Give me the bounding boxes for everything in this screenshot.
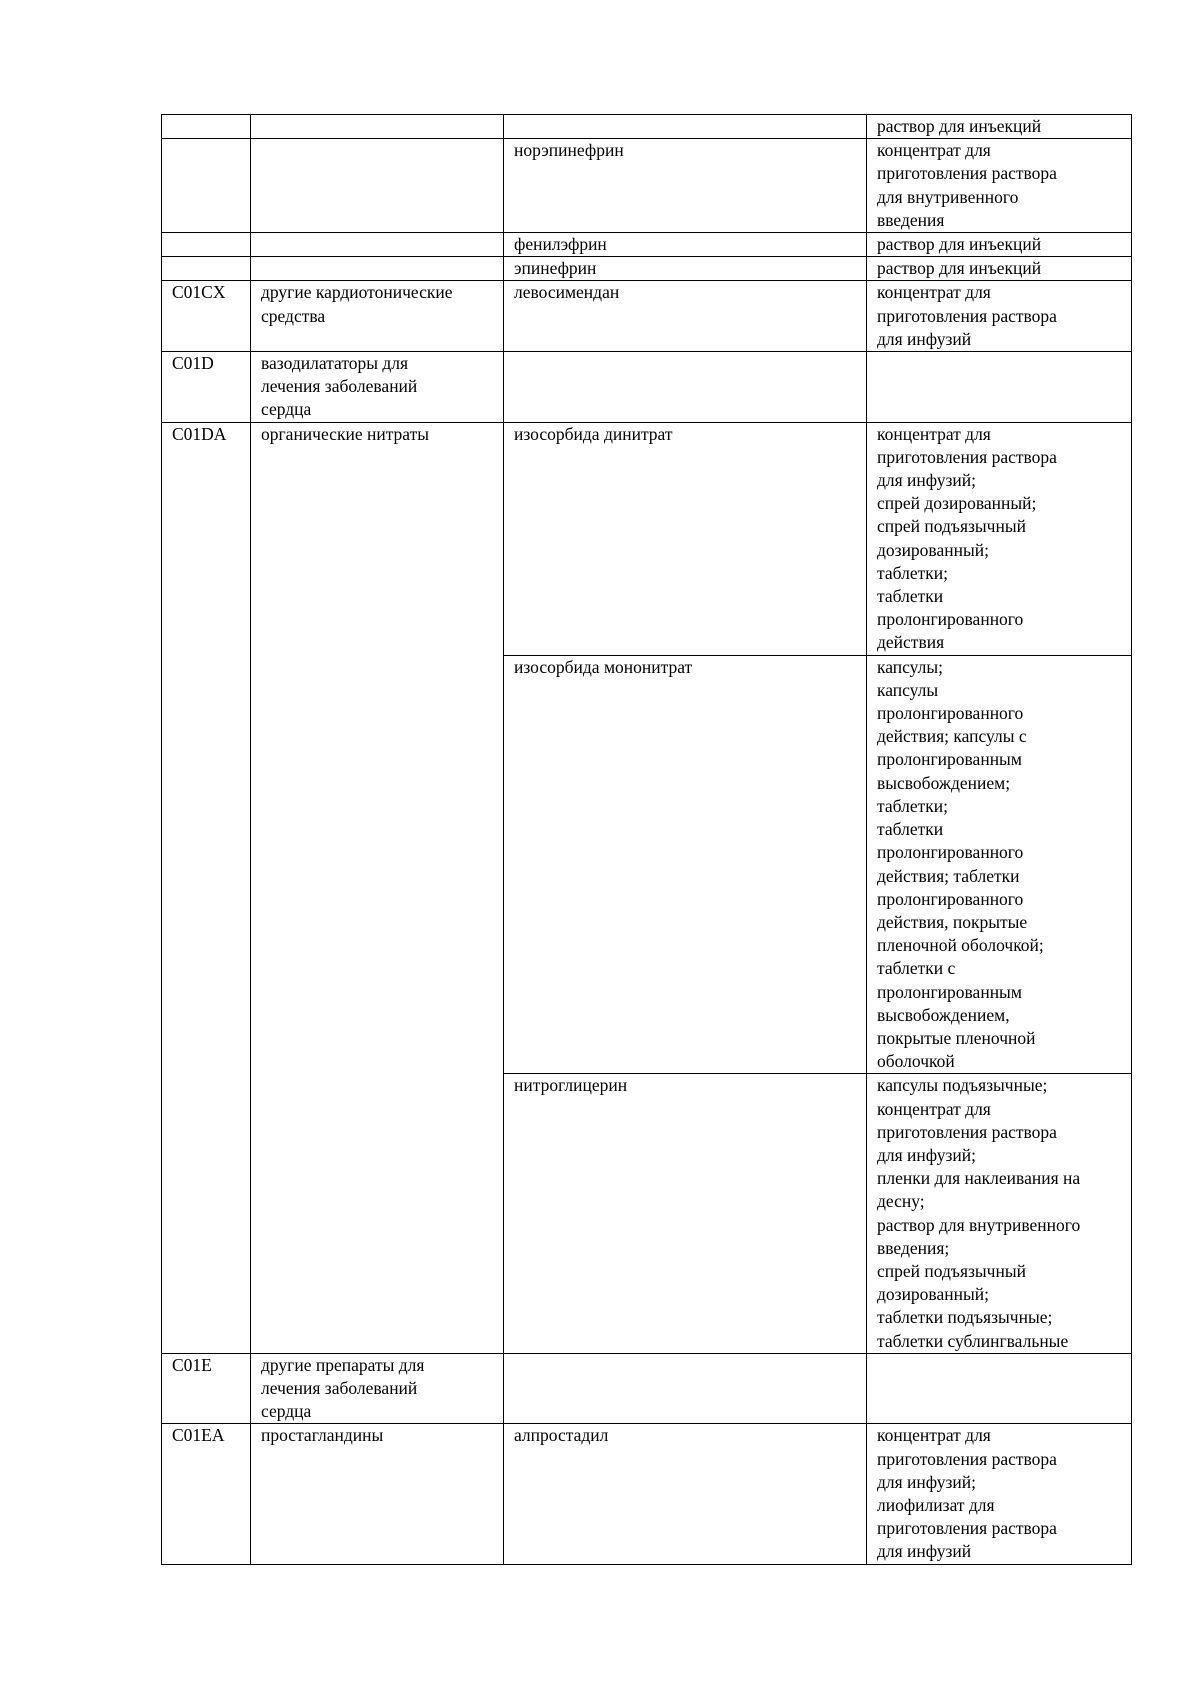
table-row — [162, 115, 1132, 139]
drug-cell: норэпинефрин — [504, 139, 867, 233]
group-cell: вазодилататоры для лечения заболеваний сердца — [251, 352, 504, 423]
group-cell — [251, 115, 504, 139]
atc-code-cell — [162, 233, 251, 257]
atc-code-cell — [162, 257, 251, 281]
dosage-form-cell: капсулы подъязычные; концентрат для приготовления раствора для инфузий; пленки для наклеивания на десну; раствор для внутривенного введения; спрей подъязычный дозированный; таблетки подъязычные; таблетки сублингвальные — [867, 1074, 1132, 1353]
group-cell — [251, 257, 504, 281]
table-row — [162, 281, 1132, 352]
dosage-form-cell: капсулы; капсулы пролонгированного действия; капсулы с пролонгированным высвобождением; таблетки; таблетки пролонгированного действия; таблетки пролонгированного действия, покрытые пленочной оболочкой; таблетки с пролонгированным высвобождением, покрытые пленочной оболочкой — [867, 655, 1132, 1074]
atc-code-cell — [162, 139, 251, 233]
table-row — [162, 233, 1132, 257]
dosage-form-cell: раствор для инъекций — [867, 233, 1132, 257]
drug-cell: алпростадил — [504, 1424, 867, 1564]
drug-cell: фенилэфрин — [504, 233, 867, 257]
drug-cell — [504, 352, 867, 423]
drug-cell — [504, 1353, 867, 1424]
drug-cell: левосимендан — [504, 281, 867, 352]
atc-code-cell: C01E — [162, 1353, 251, 1424]
drug-cell: нитроглицерин — [504, 1074, 867, 1353]
drug-table — [161, 114, 1132, 1565]
group-cell: другие кардиотонические средства — [251, 281, 504, 352]
group-cell — [251, 233, 504, 257]
atc-code-cell: C01D — [162, 352, 251, 423]
table-row — [162, 139, 1132, 233]
dosage-form-cell: раствор для инъекций — [867, 257, 1132, 281]
group-cell — [251, 139, 504, 233]
atc-code-cell: C01CX — [162, 281, 251, 352]
table-row — [162, 1424, 1132, 1564]
table-row — [162, 1353, 1132, 1424]
dosage-form-cell: концентрат для приготовления раствора для инфузий; лиофилизат для приготовления раствора для инфузий — [867, 1424, 1132, 1564]
dosage-form-cell: концентрат для приготовления раствора для инфузий; спрей дозированный; спрей подъязычный дозированный; таблетки; таблетки пролонгированного действия — [867, 422, 1132, 655]
dosage-form-cell — [867, 1353, 1132, 1424]
dosage-form-cell — [867, 352, 1132, 423]
group-cell: простагландины — [251, 1424, 504, 1564]
table-row — [162, 352, 1132, 423]
atc-code-cell — [162, 115, 251, 139]
dosage-form-cell: концентрат для приготовления раствора для инфузий — [867, 281, 1132, 352]
group-cell: другие препараты для лечения заболеваний сердца — [251, 1353, 504, 1424]
group-cell: органические нитраты — [251, 422, 504, 1353]
dosage-form-cell: раствор для инъекций — [867, 115, 1132, 139]
dosage-form-cell: концентрат для приготовления раствора для внутривенного введения — [867, 139, 1132, 233]
table-row — [162, 422, 1132, 655]
drug-cell: эпинефрин — [504, 257, 867, 281]
atc-code-cell: C01DA — [162, 422, 251, 1353]
atc-code-cell: C01EA — [162, 1424, 251, 1564]
drug-cell: изосорбида динитрат — [504, 422, 867, 655]
drug-cell — [504, 115, 867, 139]
table-row — [162, 257, 1132, 281]
drug-cell: изосорбида мононитрат — [504, 655, 867, 1074]
